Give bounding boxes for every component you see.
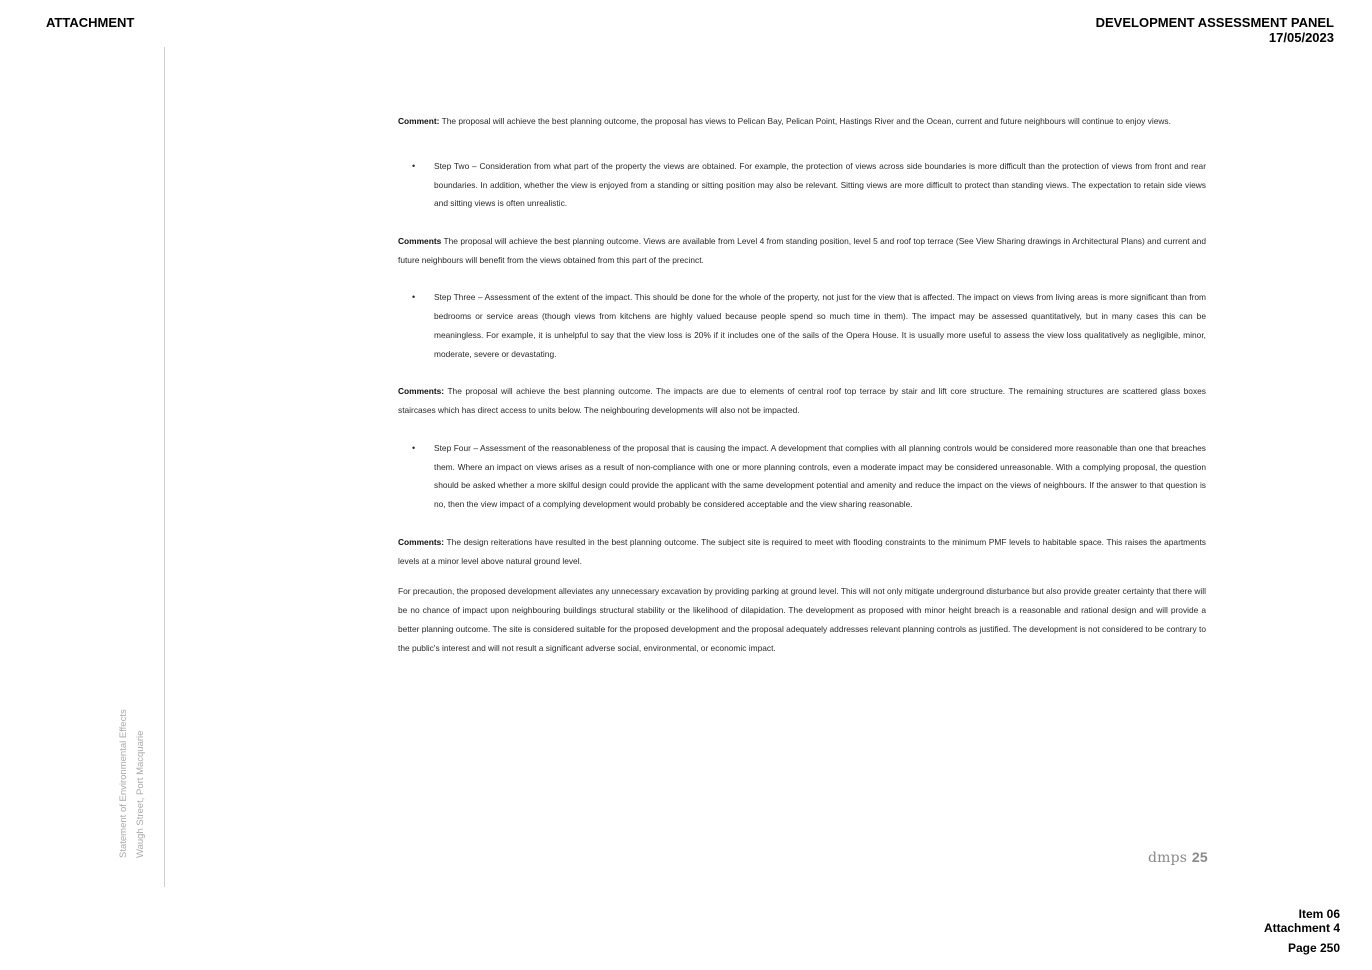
sidebar-document-title	[115, 709, 149, 858]
comment-label: Comments:	[398, 536, 445, 547]
bullet-text: Step Four – Assessment of the reasonableness of the proposal that is causing the impact. A development that complies with all planning controls would be considered more reasonable than one that breaches them. Where an impact on views arises as a result of non-compliance with one or more planning controls, even a moderate impact may be considered unreasonable. With a complying proposal, the question should be asked whether a more skilful design could provide the applicant with the same development potential and amenity and reduce the impact on the views of neighbours. If the answer to that question is no, then the view impact of a complying development would probably be considered acceptable and the view sharing reasonable.	[434, 442, 1206, 510]
footer-item: Item 06	[1298, 907, 1340, 921]
margin-divider	[164, 47, 165, 887]
header-panel-block	[1096, 15, 1334, 45]
sidebar-line-2: Waugh Street, Port Macquarie	[135, 730, 146, 858]
sidebar-line-1: Statement of Environmental Effects	[118, 709, 129, 858]
document-page-number: 25	[1191, 849, 1208, 865]
comment-label: Comment:	[398, 116, 440, 126]
comment-text: The proposal will achieve the best planning outcome. The impacts are due to elements of central roof top terrace by stair and lift core structure. The remaining structures are scattered glass boxes staircases which has direct access to units below. The neighbouring developments will also not be impacted.	[398, 386, 1206, 416]
bullet-text: Step Three – Assessment of the extent of the impact. This should be done for the whole of the property, not just for the view that is affected. The impact on views from living areas is more significant than from bedrooms or service areas (though views from kitchens are highly valued because people spend so much time in them). The impact may be assessed quantitatively, but in many cases this can be meaningless. For example, it is unhelpful to say that the view loss is 20% if it includes one of the sails of the Opera House. It is usually more useful to assess the view loss qualitatively as negligible, minor, moderate, severe or devastating.	[434, 292, 1206, 359]
bullet-icon: •	[412, 442, 416, 453]
header-panel-title: DEVELOPMENT ASSESSMENT PANEL	[1095, 15, 1334, 30]
paragraph-precaution: For precaution, the proposed development alleviates any unnecessary excavation by providing parking at ground level. This will not only mitigate underground disturbance but also provide greater certainty that there will be no chance of impact upon neighbouring buildings structural stability or the likelihood of dilapidation. The development as proposed with minor height breach is a reasonable and rational design and will provide a better planning outcome. The site is considered suitable for the proposed development and the proposal adequately addresses relevant planning controls as justified. The development is not considered to be contrary to the public's interest and will not result a significant adverse social, environmental, or economic impact.	[398, 586, 1206, 653]
paragraph-comment-2	[398, 232, 1206, 270]
dmps-logo	[1148, 849, 1208, 866]
bullet-text: Step Two – Consideration from what part of the property the views are obtained. For example, the protection of views across side boundaries is more difficult than the protection of views from front and rear boundaries. In addition, whether the view is enjoyed from a standing or sitting position may also be relevant. Sitting views are more difficult to protect than standing views. The expectation to retain side views and sitting views is often unrealistic.	[434, 160, 1206, 209]
paragraph-comment-4	[398, 533, 1206, 571]
comment-label: Comments:	[398, 386, 445, 397]
header-attachment-label: ATTACHMENT	[46, 15, 135, 30]
comment-label: Comments	[398, 235, 442, 246]
comment-text: The design reiterations have resulted in the best planning outcome. The subject site is required to meet with flooding constraints to the minimum PMF levels to habitable space. This raises the apartments levels at a minor level above natural ground level.	[398, 536, 1206, 566]
bullet-step-three	[398, 288, 1206, 363]
footer-page: Page 250	[1287, 941, 1340, 955]
footer-attachment: Attachment 4	[1263, 921, 1340, 935]
logo-text: dmps	[1148, 850, 1188, 866]
paragraph-comment-3	[398, 382, 1206, 420]
comment-text: The proposal will achieve the best planning outcome, the proposal has views to Pelican Bay, Pelican Point, Hastings River and the Ocean, current and future neighbours will continue to enjoy views.	[439, 116, 1171, 126]
bullet-step-two	[398, 157, 1206, 213]
bullet-icon: •	[412, 160, 416, 171]
bullet-step-four	[398, 439, 1206, 514]
comment-text: The proposal will achieve the best planning outcome. Views are available from Level 4 from standing position, level 5 and roof top terrace (See View Sharing drawings in Architectural Plans) and current and future neighbours will benefit from the views obtained from this part of the precinct.	[398, 235, 1206, 265]
bullet-icon: •	[412, 292, 416, 303]
header-date: 17/05/2023	[1268, 30, 1334, 45]
footer-block	[1264, 907, 1340, 955]
document-body	[398, 112, 1206, 676]
paragraph-comment-1	[398, 112, 1206, 131]
